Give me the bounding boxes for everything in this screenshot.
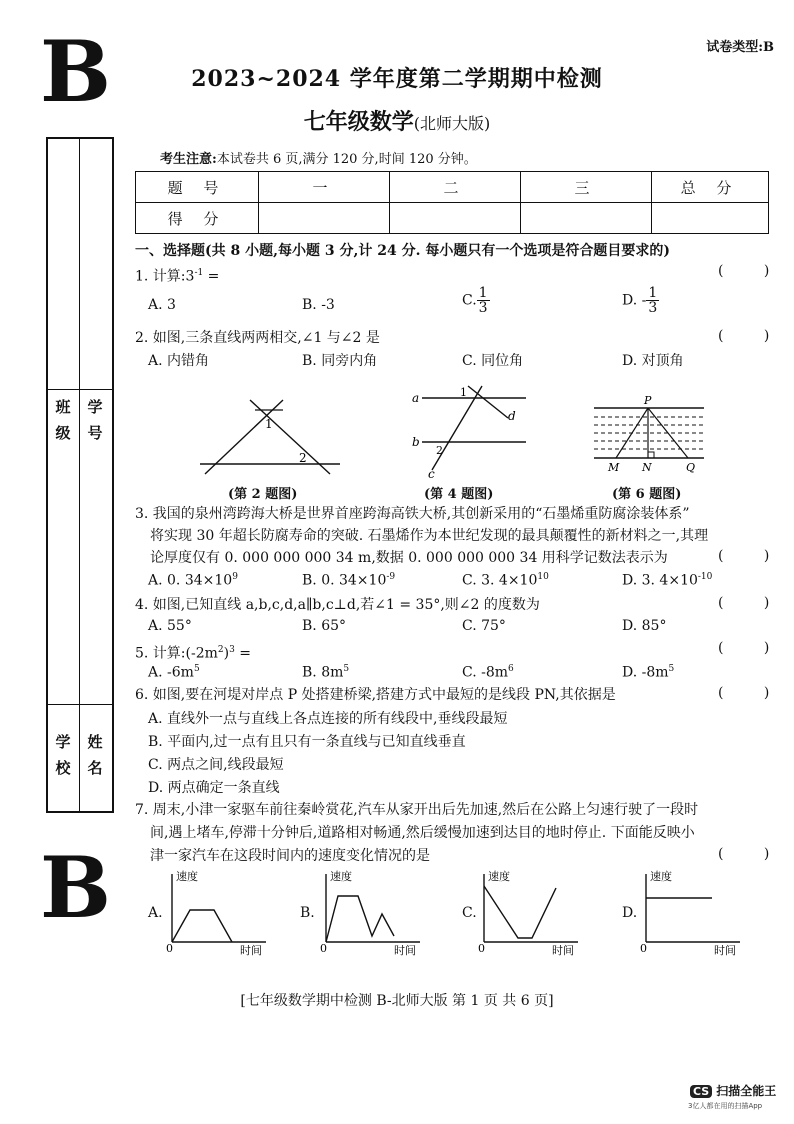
question-3-line1: 3. 我国的泉州湾跨海大桥是世界首座跨海高铁大桥,其创新采用的“石墨烯重防腐涂装体系” [135,506,690,522]
score-header-cell: 一 [259,172,390,203]
binding-divider [79,139,80,811]
q7-graph-a [162,866,274,958]
q7-graph-b [316,866,428,958]
q4-option-d: D. 85° [622,618,667,634]
fig4-label-d: d [508,409,516,423]
paper-type: 试卷类型:B [706,40,774,55]
fig4-label-b: b [412,435,420,449]
question-4-stem: 4. 如图,已知直线 a,b,c,d,a∥b,c⊥d,若∠1 = 35°,则∠2 的度数为 [135,597,540,613]
fig2-angle-1: 1 [265,417,273,431]
question-6-stem: 6. 如图,要在河堤对岸点 P 处搭建桥梁,搭建方式中最短的是线段 PN,其依据是 [135,687,616,703]
question-7-line3: 津一家汽车在这段时间内的速度变化情况的是 [150,848,430,864]
q4-option-c: C. 75° [462,618,506,634]
figure-6 [590,392,710,478]
q1-option-d: D. - $\frac{1}{3}$ [622,285,658,316]
q2-option-c: C. 同位角 [462,353,524,369]
q1-option-b: B. -3 [302,297,335,313]
fig4-label-a: a [412,391,420,405]
question-7-line2: 间,遇上堵车,停滞十分钟后,道路相对畅通,然后缓慢加速到达目的地时停止. 下面能反映小 [150,825,695,841]
exam-title: 2023~2024 学年度第二学期期中检测 [191,66,603,92]
scanner-tagline: 3亿人都在用的扫描App [688,1102,763,1110]
caption-fig2: (第 2 题图) [228,487,298,502]
score-cell[interactable] [259,203,390,234]
exam-subtitle [0,105,794,136]
subtitle-version: (北师大版) [413,114,491,133]
q7-graph-c [474,866,586,958]
fig6-label-m: M [608,461,620,474]
q5-option-b: B. $8m^5$ [302,664,350,681]
fig6-label-n: N [642,461,652,474]
fig2-angle-2: 2 [299,451,307,465]
corner-letter-bottom: B [40,838,111,937]
score-header-cell: 二 [390,172,521,203]
student-no-label: 学号 [87,398,103,442]
svg-text:时间: 时间 [240,944,262,957]
q6-option-a: A. 直线外一点与直线上各点连接的所有线段中,垂线段最短 [148,711,508,727]
svg-text:0: 0 [320,942,327,955]
answer-paren-4[interactable]: ( ) [718,595,788,611]
q6-option-c: C. 两点之间,线段最短 [148,757,284,773]
q2-option-b: B. 同旁内角 [302,353,378,369]
svg-text:速度: 速度 [488,870,510,883]
score-table-score-row [136,203,769,234]
q1-option-c: C. $\frac{1}{3}$ [462,285,488,316]
q1-option-a: A. 3 [148,297,176,313]
score-table-header-row [136,172,769,203]
answer-paren-6[interactable]: ( ) [718,685,788,701]
svg-text:时间: 时间 [714,944,736,957]
q3-option-d: D. 3. $4\times 10^{-10}$ [622,572,713,589]
svg-text:速度: 速度 [330,870,352,883]
q2-option-d: D. 对顶角 [622,353,684,369]
q5-option-c: C. $-8m^6$ [462,664,514,681]
question-3-line2: 将实现 30 年超长防腐寿命的突破. 石墨烯作为本世纪发现的最具颠覆性的新材料之一,其理 [150,528,709,544]
q7-option-c: C. [462,905,477,921]
svg-text:时间: 时间 [552,944,574,957]
page-footer: [七年级数学期中检测 B-北师大版 第 1 页 共 6 页] [240,993,554,1009]
q6-option-d: D. 两点确定一条直线 [148,780,280,796]
score-header-cell: 题 号 [136,172,259,203]
svg-text:时间: 时间 [394,944,416,957]
class-label: 班级 [55,398,71,442]
question-1-stem: 1. 计算$:3^{-1}$ = [135,268,220,285]
fig4-angle-1: 1 [460,386,467,399]
caption-fig4: (第 4 题图) [424,487,494,502]
question-3-line3: 论厚度仅有 0. 000 000 000 34 m,数据 0. 000 000 000 34 用科学记数法表示为 [150,550,668,566]
subtitle-main: 七年级数学 [303,109,414,135]
section-title: 一、选择题(共 8 小题,每小题 3 分,计 24 分. 每小题只有一个选项是符合题目要求的) [135,243,670,259]
answer-paren-7[interactable]: ( ) [718,846,788,862]
answer-paren-3[interactable]: ( ) [718,548,788,564]
question-2-stem: 2. 如图,三条直线两两相交,∠1 与∠2 是 [135,330,380,346]
q7-option-d: D. [622,905,638,921]
score-cell[interactable] [521,203,652,234]
exam-notice [160,148,477,167]
q4-option-a: A. 55° [148,618,192,634]
answer-paren-2[interactable]: ( ) [718,328,788,344]
notice-label: 考生注意: [160,152,217,167]
answer-paren-1[interactable]: ( ) [718,263,788,279]
q6-option-b: B. 平面内,过一点有且只有一条直线与已知直线垂直 [148,734,466,750]
scanner-logo: CS 扫描全能王 [690,1082,776,1099]
q3-option-c: C. 3. $4\times 10^{10}$ [462,572,549,589]
score-cell[interactable] [652,203,769,234]
notice-text: 本试卷共 6 页,满分 120 分,时间 120 分钟。 [216,152,477,167]
svg-text:0: 0 [640,942,647,955]
binding-strip [46,137,114,813]
fig6-label-p: P [644,394,652,407]
score-header-cell: 三 [521,172,652,203]
figure-4 [410,384,530,480]
scanner-badge-icon: CS [690,1085,712,1098]
score-cell[interactable] [390,203,521,234]
corner-letter-top: B [40,22,111,121]
fig4-angle-2: 2 [436,444,443,457]
score-table [135,171,769,234]
q3-option-b: B. 0. $34\times 10^{-9}$ [302,572,396,589]
svg-text:0: 0 [166,942,173,955]
svg-text:速度: 速度 [176,870,198,883]
q3-option-a: A. 0. $34\times 10^9$ [148,572,238,589]
q5-option-a: A. $-6m^5$ [148,664,200,681]
q2-option-a: A. 内错角 [148,353,210,369]
question-5-stem: 5. 计算$:(-2m^2)^3$ = [135,645,252,662]
svg-text:0: 0 [478,942,485,955]
school-label: 学校 [55,733,71,777]
q7-option-a: A. [148,905,163,921]
caption-fig6: (第 6 题图) [612,487,682,502]
name-label: 姓名 [87,733,103,777]
score-header-cell: 总 分 [652,172,769,203]
q4-option-b: B. 65° [302,618,347,634]
question-7-line1: 7. 周末,小津一家驱车前往秦岭赏花,汽车从家开出后先加速,然后在公路上匀速行驶了一段时 [135,802,699,818]
q5-option-d: D. $-8m^5$ [622,664,675,681]
svg-text:速度: 速度 [650,870,672,883]
q7-graph-d [636,866,748,958]
score-row-label: 得 分 [136,203,259,234]
answer-paren-5[interactable]: ( ) [718,640,788,656]
fig6-label-q: Q [686,461,696,474]
figure-2 [195,392,345,482]
fig4-label-c: c [428,467,435,480]
q7-option-b: B. [300,905,315,921]
